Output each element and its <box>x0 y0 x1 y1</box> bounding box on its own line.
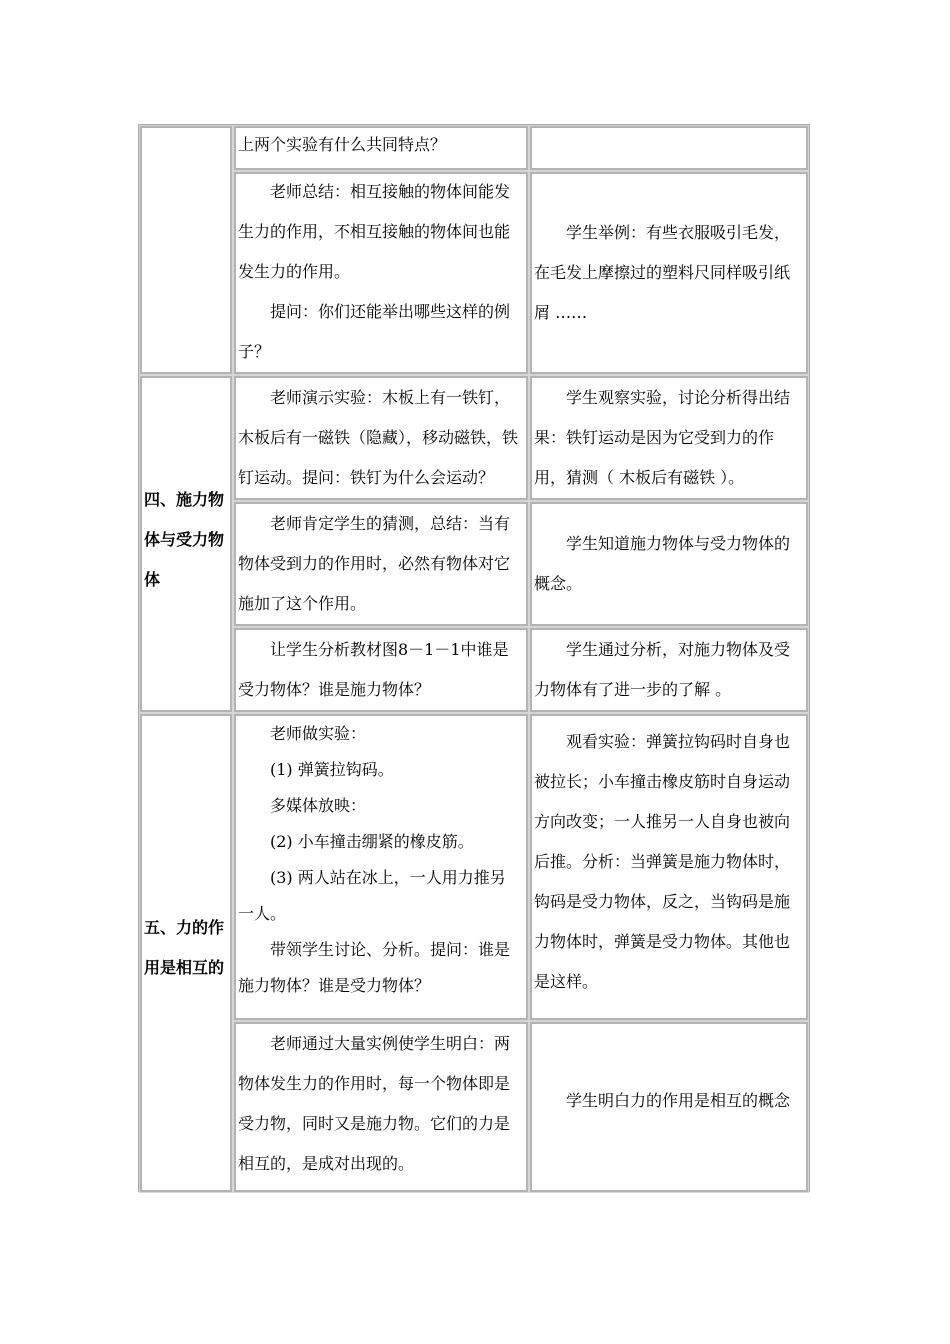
student-text-s4r1: 学生观察实验，讨论分析得出结果：铁钉运动是因为它受到力的作用，猜测（ 木板后有磁铁 ）。 <box>534 388 791 487</box>
student-cell-s5r1 <box>530 714 808 1020</box>
section-cell-4 <box>140 376 232 712</box>
teacher-text-s4r2: 老师肯定学生的猜测，总结：当有物体受到力的作用时，必然有物体对它施加了这个作用。 <box>238 514 511 613</box>
student-text-s5r2: 学生明白力的作用是相互的概念 <box>566 1091 791 1110</box>
student-cell-r2 <box>530 172 808 374</box>
section-cell-5 <box>140 714 232 1192</box>
teacher-cell-s4r3 <box>234 628 528 712</box>
teacher-cell-r2 <box>234 172 528 374</box>
student-text-s4r3: 学生通过分析，对施力物体及受力物体有了进一步的了解 。 <box>534 640 791 699</box>
teacher-text-s5r1a: 老师做实验： <box>270 724 367 743</box>
student-text-s5r1: 观看实验：弹簧拉钩码时自身也被拉长；小车撞击橡皮筋时自身运动方向改变；一人推另一人自身也被向后推。分析：当弹簧是施力物体时，钩码是受力物体，反之，当钩码是施力物体时，弹簧是受力物体。其他也是这样。 <box>534 732 791 991</box>
teacher-text-s5r2: 老师通过大量实例使学生明白：两物体发生力的作用时，每一个物体即是受力物，同时又是施力物。它们的力是相互的，是成对出现的。 <box>238 1034 511 1173</box>
teacher-text-s5r1d: (2) 小车撞击绷紧的橡皮筋。 <box>270 832 474 851</box>
section-cell-continued <box>140 126 232 374</box>
teacher-text-s4r3: 让学生分析教材图8－1－1中谁是受力物体？谁是施力物体？ <box>238 640 509 699</box>
teacher-text-r1: 上两个实验有什么共同特点？ <box>238 135 447 154</box>
teacher-text-s5r1b: (1) 弹簧拉钩码。 <box>270 760 394 779</box>
teacher-cell-s4r2 <box>234 502 528 626</box>
teacher-cell-s5r2 <box>234 1022 528 1192</box>
student-text-r2: 学生举例：有些衣服吸引毛发，在毛发上摩擦过的塑料尺同样吸引纸屑 …… <box>534 223 791 322</box>
teacher-text-r2b: 提问：你们还能举出哪些这样的例子？ <box>238 302 511 361</box>
teacher-text-s4r1: 老师演示实验：木板上有一铁钉，木板后有一磁铁（隐藏），移动磁铁，铁钉运动。提问：铁钉为什么会运动？ <box>238 388 519 487</box>
teacher-text-s5r1f: 带领学生讨论、分析。提问：谁是施力物体？谁是受力物体？ <box>238 940 511 995</box>
teacher-cell-s4r1 <box>234 376 528 500</box>
student-cell-s4r3 <box>530 628 808 712</box>
section-4-label: 四、施力物体与受力物体 <box>144 490 225 589</box>
teacher-text-r2a: 老师总结：相互接触的物体间能发生力的作用，不相互接触的物体间也能发生力的作用。 <box>238 182 511 281</box>
teacher-text-s5r1c: 多媒体放映： <box>270 796 367 815</box>
student-text-s4r2: 学生知道施力物体与受力物体的概念。 <box>534 534 791 593</box>
student-cell-s4r1 <box>530 376 808 500</box>
teacher-text-s5r1e: (3) 两人站在冰上，一人用力推另一人。 <box>238 868 506 923</box>
teacher-cell-r1 <box>234 126 528 170</box>
teacher-cell-s5r1 <box>234 714 528 1020</box>
student-cell-s4r2 <box>530 502 808 626</box>
student-cell-s5r2 <box>530 1022 808 1192</box>
section-5-label: 五、力的作用是相互的 <box>144 918 225 977</box>
student-cell-r1 <box>530 126 808 170</box>
